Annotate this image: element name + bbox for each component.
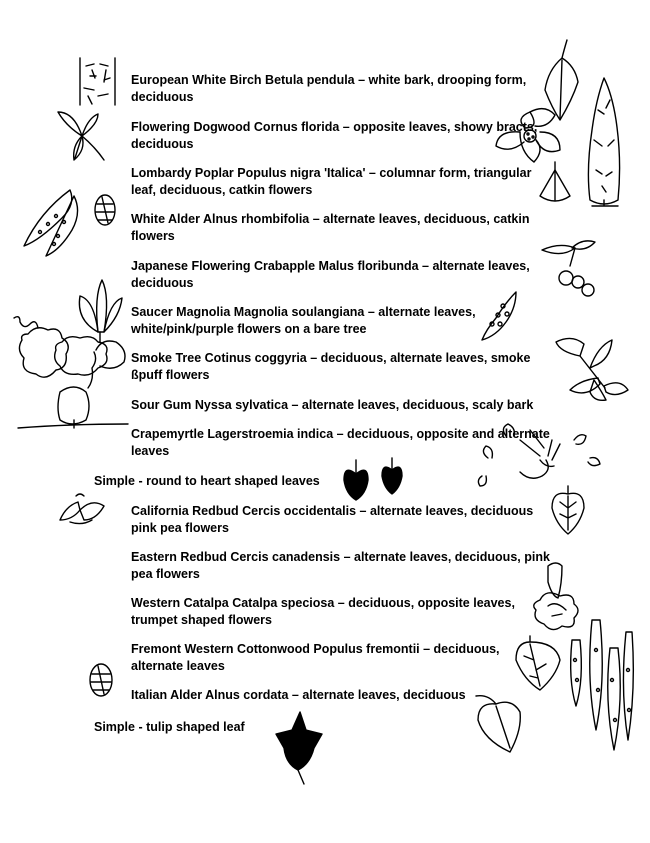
entry-sour-gum: Sour Gum Nyssa sylvatica – alternate leaves, deciduous, scaly bark bbox=[131, 398, 534, 412]
magnolia-seed-cone-icon bbox=[482, 292, 516, 340]
heading-tulip-leaf: Simple - tulip shaped leaf bbox=[94, 720, 245, 734]
entry-smoke-tree: Smoke Tree Cotinus coggyria – deciduous, alternate leaves, smoke ßpuff flowers bbox=[131, 351, 531, 382]
italian-alder-cone-icon bbox=[90, 664, 112, 696]
tulip-leaf-icon bbox=[276, 712, 322, 784]
catkins-icon bbox=[571, 620, 634, 750]
redbud-heart-leaf-icon bbox=[552, 486, 584, 534]
entry-crapemyrtle: Crapemyrtle Lagerstroemia indica – deciduous, opposite and alternate leaves bbox=[131, 427, 550, 458]
catalpa-flower-icon bbox=[534, 563, 578, 630]
entry-fremont-cottonwood: Fremont Western Cottonwood Populus fremontii – deciduous, alternate leaves bbox=[131, 642, 500, 673]
italian-alder-leaf-icon bbox=[476, 696, 520, 752]
crapemyrtle-flowers-icon bbox=[478, 424, 600, 486]
sour-gum-tree-icon bbox=[18, 352, 128, 428]
entry-white-alder: White Alder Alnus rhombifolia – alternate leaves, deciduous, catkin flowers bbox=[131, 212, 530, 243]
redbud-pea-flower-icon bbox=[60, 494, 104, 524]
magnolia-flower-icon bbox=[79, 280, 122, 342]
entry-japanese-flowering-crabapple: Japanese Flowering Crabapple Malus floribunda – alternate leaves, deciduous bbox=[131, 259, 530, 290]
smoke-tree-leaves-icon bbox=[556, 338, 628, 400]
entry-european-white-birch: European White Birch Betula pendula – white bark, drooping form, deciduous bbox=[131, 73, 527, 104]
birch-bark-icon bbox=[80, 58, 115, 105]
heart-leaf-icon bbox=[382, 458, 402, 494]
smoke-tree-icon bbox=[14, 317, 125, 378]
round-leaf-icon bbox=[344, 460, 368, 500]
birch-leaf-icon bbox=[545, 40, 578, 120]
alder-pods-icon bbox=[24, 190, 78, 256]
cottonwood-leaf-icon bbox=[516, 636, 560, 690]
entry-italian-alder: Italian Alder Alnus cordata – alternate leaves, deciduous bbox=[131, 688, 466, 702]
crabapple-fruit-icon bbox=[542, 241, 595, 296]
dogwood-leaves-icon bbox=[58, 112, 104, 160]
entry-california-redbud: California Redbud Cercis occidentalis – alternate leaves, deciduous pink pea flowers bbox=[131, 504, 534, 535]
entry-western-catalpa: Western Catalpa Catalpa speciosa – deciduous, opposite leaves, trumpet shaped flowers bbox=[131, 596, 515, 627]
entry-eastern-redbud: Eastern Redbud Cercis canadensis – alternate leaves, deciduous, pink pea flowers bbox=[131, 550, 550, 581]
entry-lombardy-poplar: Lombardy Poplar Populus nigra 'Italica' – columnar form, triangular leaf, deciduous, catkin flowers bbox=[131, 166, 532, 197]
dogwood-flower-icon bbox=[496, 109, 560, 162]
poplar-leaf-icon bbox=[540, 162, 570, 201]
heading-round-heart-leaves: Simple - round to heart shaped leaves bbox=[94, 474, 320, 488]
entry-saucer-magnolia: Saucer Magnolia Magnolia soulangiana – alternate leaves, white/pink/purple flowers on a bare tree bbox=[131, 305, 476, 336]
lombardy-poplar-tree-icon bbox=[588, 78, 619, 206]
alder-cone-icon bbox=[95, 195, 115, 225]
entry-flowering-dogwood: Flowering Dogwood Cornus florida – opposite leaves, showy bracts, deciduous bbox=[131, 120, 538, 151]
